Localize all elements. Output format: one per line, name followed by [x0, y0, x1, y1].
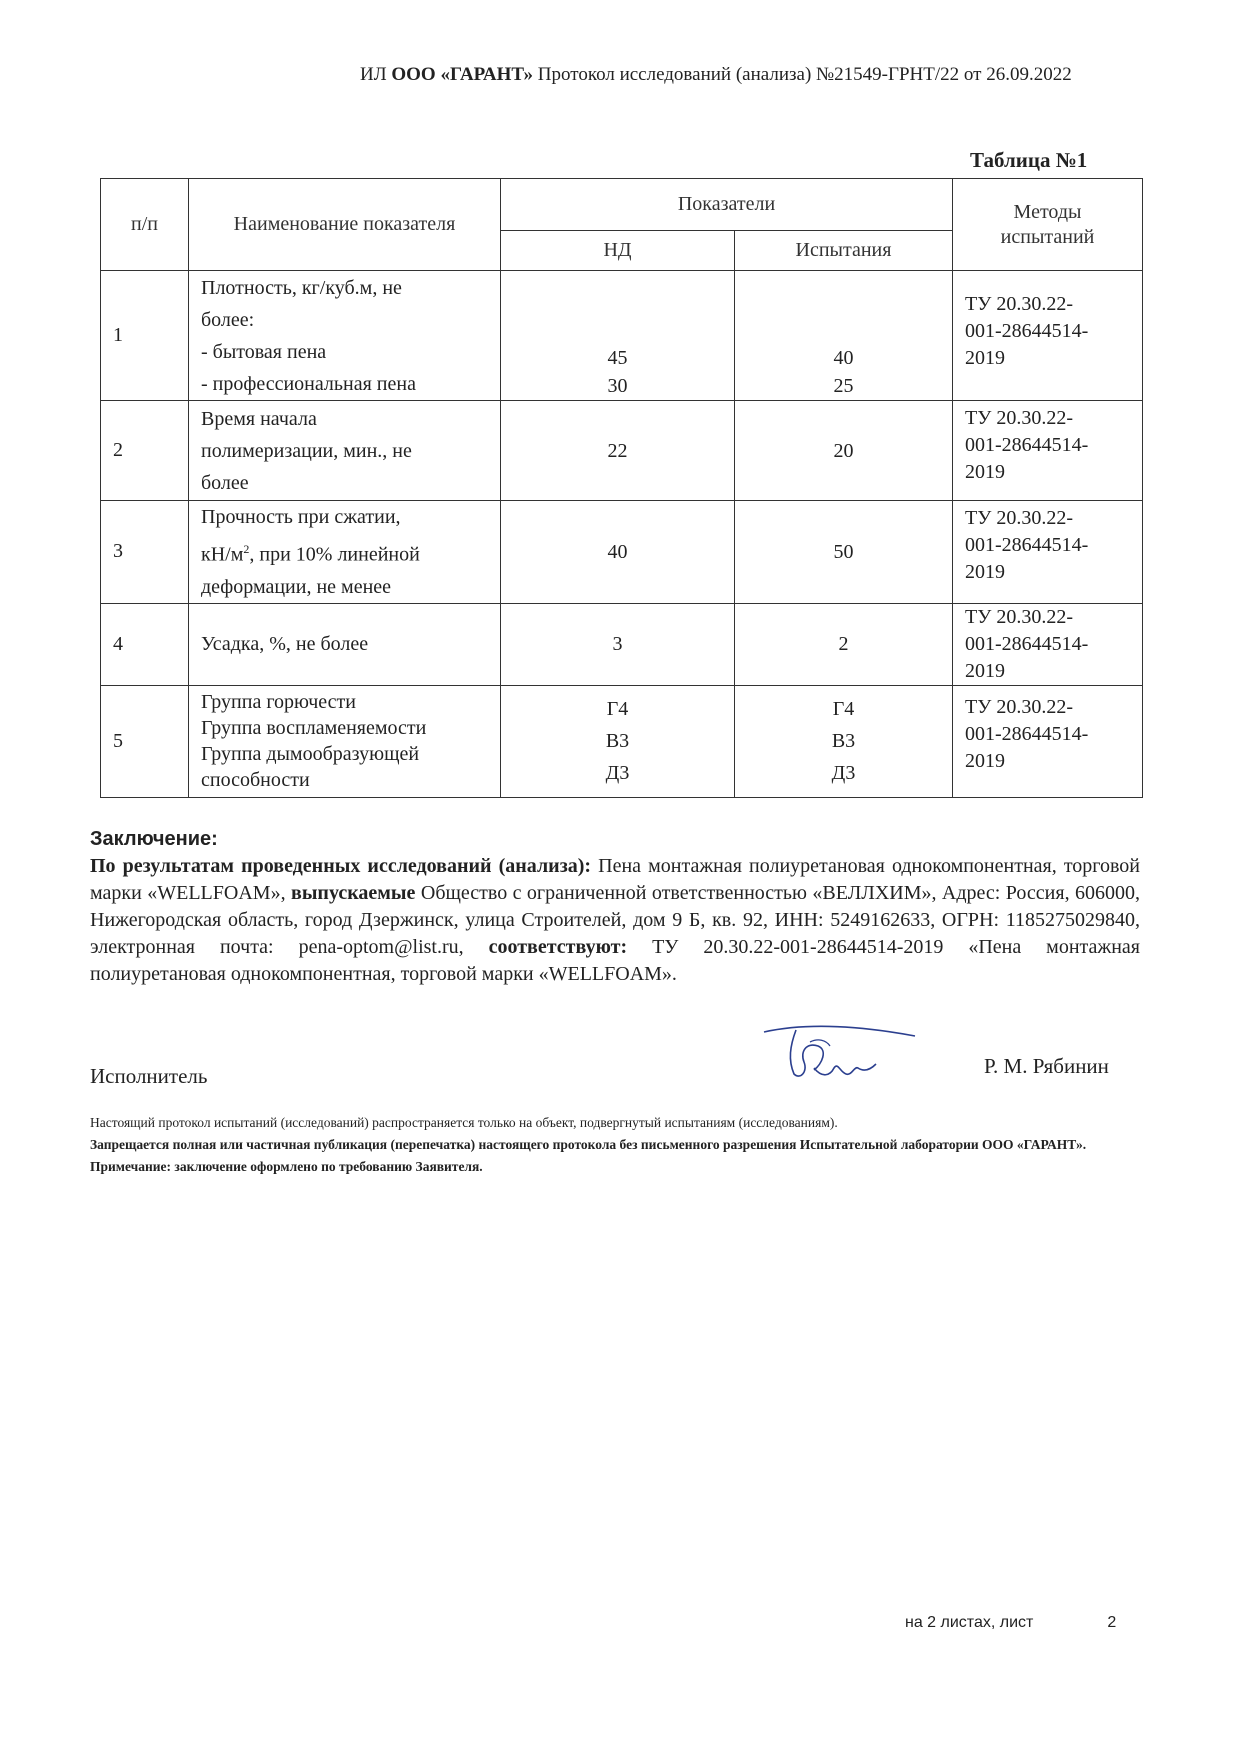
conclusion-comply: соответствуют:	[463, 936, 628, 958]
method-line: ТУ 20.30.22-	[965, 293, 1074, 315]
superscript: 2	[243, 542, 250, 556]
row-method	[953, 271, 1143, 401]
method-line: 2019	[965, 461, 1006, 483]
name-line: более	[201, 471, 249, 494]
row-test: 20	[735, 401, 953, 501]
conclusion-text: ТУ 20.30.22-001-28644514-2019 «Пена монтажная полиуретановая однокомпонентная, торговой марки «WELLFOAM».	[90, 936, 1140, 985]
test-value: 40	[833, 347, 854, 369]
name-line: более:	[201, 308, 255, 331]
header-nd: НД	[501, 231, 735, 271]
name-line: Группа дымообразующей	[201, 743, 420, 766]
page-number: 2	[1107, 1614, 1117, 1631]
name-line: Группа воспламеняемости	[201, 717, 427, 740]
signer-name: Р. М. Рябинин	[984, 1054, 1109, 1078]
conclusion-produced: выпускаемые	[285, 882, 416, 904]
table-row	[101, 401, 1143, 501]
nd-value: Г4	[606, 698, 629, 721]
executor-label: Исполнитель	[90, 1064, 208, 1088]
method-line: ТУ 20.30.22-	[965, 507, 1074, 529]
name-line: Время начала	[201, 407, 317, 430]
name-line: Группа горючести	[201, 691, 356, 714]
header-methods-line1: Методы	[1013, 200, 1082, 223]
row-method	[953, 401, 1143, 501]
name-line: - бытовая пена	[201, 340, 327, 363]
row-test	[735, 685, 953, 797]
method-line: 001-28644514-	[965, 434, 1089, 456]
name-line: деформации, не менее	[201, 575, 392, 598]
test-value: 25	[833, 375, 854, 397]
footer-sheets: на 2 листах, лист	[905, 1614, 1034, 1631]
nd-value: 45	[607, 347, 628, 369]
test-value: В3	[831, 730, 856, 753]
row-name	[189, 271, 501, 401]
method-line: ТУ 20.30.22-	[965, 605, 1074, 628]
conclusion-body	[90, 853, 1140, 988]
row-method	[953, 603, 1143, 685]
row-test: 50	[735, 501, 953, 604]
row-name	[189, 685, 501, 797]
method-line: 001-28644514-	[965, 722, 1089, 745]
nd-value: В3	[605, 730, 630, 753]
name-line: способности	[201, 769, 310, 792]
signature-icon	[760, 1018, 920, 1088]
header-test: Испытания	[735, 231, 953, 271]
header-num: п/п	[101, 179, 189, 271]
method-line: 2019	[965, 347, 1006, 369]
row-num: 3	[101, 501, 189, 604]
row-nd	[501, 685, 735, 797]
row-name: Усадка, %, не более	[189, 603, 501, 685]
header-prefix: ИЛ	[360, 64, 392, 85]
row-name	[189, 501, 501, 604]
name-line: - профессиональная пена	[201, 372, 416, 395]
row-test	[735, 271, 953, 401]
name-line: полимеризации, мин., не	[201, 439, 412, 462]
results-table	[100, 178, 1143, 798]
conclusion-caption: Заключение:	[90, 828, 218, 850]
method-line: ТУ 20.30.22-	[965, 695, 1074, 718]
method-line: 001-28644514-	[965, 534, 1089, 556]
conclusion-text: Пена монтажная полиуретановая однокомпонентная, торговой марки «WELLFOAM»,	[90, 855, 1141, 904]
name-line: Плотность, кг/куб.м, не	[201, 276, 402, 299]
method-line: 001-28644514-	[965, 320, 1089, 342]
page-footer	[905, 1614, 1116, 1632]
row-num: 2	[101, 401, 189, 501]
header-protocol: Протокол исследований (анализа) №21549-ГРНТ/22 от 26.09.2022	[533, 64, 1072, 85]
row-test: 2	[735, 603, 953, 685]
table-row	[101, 603, 1143, 685]
row-nd	[501, 271, 735, 401]
method-line: 2019	[965, 561, 1006, 583]
header-indicators: Показатели	[501, 179, 953, 231]
method-line: ТУ 20.30.22-	[965, 407, 1074, 429]
method-line: 2019	[965, 749, 1006, 772]
row-nd: 22	[501, 401, 735, 501]
header-methods-line2: испытаний	[1000, 225, 1095, 248]
conclusion-section	[90, 826, 1140, 988]
header-methods	[953, 179, 1143, 271]
document-header	[360, 64, 1140, 86]
method-line: 2019	[965, 659, 1006, 682]
table-row	[101, 685, 1143, 797]
table-row	[101, 271, 1143, 401]
name-line: , при 10% линейной	[249, 543, 420, 566]
row-method	[953, 685, 1143, 797]
name-line: кН/м	[201, 543, 244, 566]
header-org: ООО «ГАРАНТ»	[391, 64, 534, 85]
header-name: Наименование показателя	[189, 179, 501, 271]
row-num: 1	[101, 271, 189, 401]
row-num: 5	[101, 685, 189, 797]
note-scope: Настоящий протокол испытаний (исследований) распространяется только на объект, подвергнутый испытаниям (исследованиям).	[90, 1115, 838, 1130]
row-method	[953, 501, 1143, 604]
name-line: Прочность при сжатии,	[201, 506, 401, 528]
row-nd: 3	[501, 603, 735, 685]
test-value: Д3	[831, 762, 856, 785]
row-num: 4	[101, 603, 189, 685]
table-title: Таблица №1	[970, 148, 1088, 172]
note-prohibition: Запрещается полная или частичная публикация (перепечатка) настоящего протокола без письменного разрешения Испытательной лаборатории ООО «ГАРАНТ».	[90, 1137, 1087, 1152]
table-row	[101, 501, 1143, 604]
test-value: Г4	[832, 698, 855, 721]
conclusion-text: Общество с ограниченной ответственностью «ВЕЛЛХИМ», Адрес: Россия, 606000, Нижегородская область, город Дзержинск, улица Строителей, дом 9 Б, кв. 92, ИНН: 5249162633, ОГРН: 1185275029840, электронная почта: pena-optom@list.ru,	[90, 882, 1141, 958]
nd-value: Д3	[605, 762, 630, 785]
method-line: 001-28644514-	[965, 632, 1089, 655]
notes-section	[90, 1112, 1150, 1178]
row-nd: 40	[501, 501, 735, 604]
note-remark: Примечание: заключение оформлено по требованию Заявителя.	[90, 1159, 483, 1174]
conclusion-lead: По результатам проведенных исследований (анализа):	[90, 855, 592, 877]
nd-value: 30	[607, 375, 628, 397]
row-name	[189, 401, 501, 501]
